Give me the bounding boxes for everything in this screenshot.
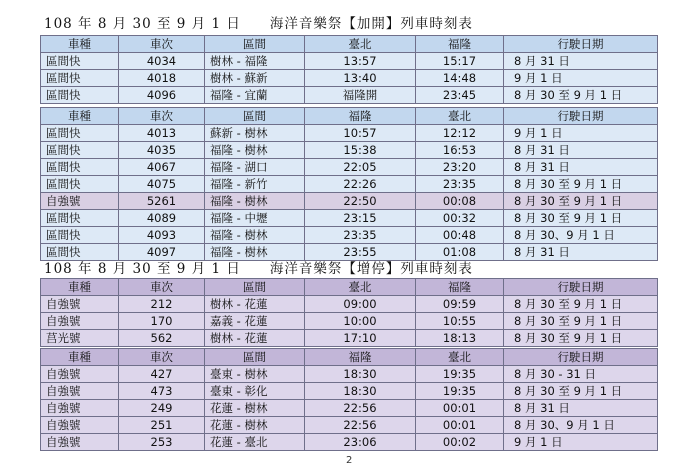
time-depart-cell: 18:30 xyxy=(305,383,416,400)
time-arrive-cell: 23:45 xyxy=(416,87,504,104)
title-added-trains: 108 年 8 月 30 至 9 月 1 日 海洋音樂祭【加開】列車時刻表 xyxy=(44,16,473,32)
route-cell: 樹林 - 花蓮 xyxy=(205,330,305,347)
column-header: 臺北 xyxy=(305,36,416,53)
time-arrive-cell: 19:35 xyxy=(416,366,504,383)
table-header xyxy=(41,349,658,366)
table-row xyxy=(41,366,658,383)
table-header xyxy=(41,279,658,296)
table-row xyxy=(41,434,658,451)
column-header: 車次 xyxy=(119,36,205,53)
time-depart-cell: 10:57 xyxy=(305,125,416,142)
train-type-cell: 自強號 xyxy=(41,366,119,383)
time-depart-cell: 15:38 xyxy=(305,142,416,159)
time-depart-cell: 13:40 xyxy=(305,70,416,87)
train-type-cell: 莒光號 xyxy=(41,330,119,347)
service-dates-cell: 8 月 30、9 月 1 日 xyxy=(504,417,658,434)
route-cell: 樹林 - 花蓮 xyxy=(205,296,305,313)
train-number-cell: 4018 xyxy=(119,70,205,87)
route-cell: 福隆 - 中壢 xyxy=(205,210,305,227)
time-arrive-cell: 00:02 xyxy=(416,434,504,451)
time-arrive-cell: 00:48 xyxy=(416,227,504,244)
table-row xyxy=(41,227,658,244)
time-arrive-cell: 00:32 xyxy=(416,210,504,227)
time-arrive-cell: 16:53 xyxy=(416,142,504,159)
time-arrive-cell: 09:59 xyxy=(416,296,504,313)
train-number-cell: 4067 xyxy=(119,159,205,176)
timetable-added-northbound xyxy=(40,107,658,261)
service-dates-cell: 8 月 31 日 xyxy=(504,400,658,417)
time-depart-cell: 23:35 xyxy=(305,227,416,244)
train-type-cell: 自強號 xyxy=(41,193,119,210)
table-row xyxy=(41,383,658,400)
column-header: 區間 xyxy=(205,279,305,296)
time-depart-cell: 23:55 xyxy=(305,244,416,261)
table-row xyxy=(41,296,658,313)
time-depart-cell: 23:15 xyxy=(305,210,416,227)
service-dates-cell: 8 月 30 至 9 月 1 日 xyxy=(504,87,658,104)
train-number-cell: 4034 xyxy=(119,53,205,70)
train-number-cell: 4013 xyxy=(119,125,205,142)
column-header: 臺北 xyxy=(416,349,504,366)
train-number-cell: 473 xyxy=(119,383,205,400)
service-dates-cell: 8 月 31 日 xyxy=(504,53,658,70)
service-dates-cell: 9 月 1 日 xyxy=(504,70,658,87)
train-type-cell: 自強號 xyxy=(41,296,119,313)
table-row xyxy=(41,53,658,70)
column-header: 福隆 xyxy=(416,36,504,53)
time-depart-cell: 福隆開 xyxy=(305,87,416,104)
column-header: 行駛日期 xyxy=(504,349,658,366)
column-header: 行駛日期 xyxy=(504,36,658,53)
service-dates-cell: 9 月 1 日 xyxy=(504,125,658,142)
route-cell: 福隆 - 樹林 xyxy=(205,227,305,244)
column-header: 臺北 xyxy=(416,108,504,125)
train-number-cell: 5261 xyxy=(119,193,205,210)
title-extra-stops: 108 年 8 月 30 至 9 月 1 日 海洋音樂祭【增停】列車時刻表 xyxy=(44,261,473,277)
time-arrive-cell: 19:35 xyxy=(416,383,504,400)
column-header: 區間 xyxy=(205,36,305,53)
route-cell: 花蓮 - 臺北 xyxy=(205,434,305,451)
route-cell: 樹林 - 蘇新 xyxy=(205,70,305,87)
column-header: 車種 xyxy=(41,108,119,125)
time-arrive-cell: 23:20 xyxy=(416,159,504,176)
column-header: 臺北 xyxy=(305,279,416,296)
route-cell: 花蓮 - 樹林 xyxy=(205,417,305,434)
column-header: 車次 xyxy=(119,108,205,125)
column-header: 福隆 xyxy=(305,108,416,125)
route-cell: 福隆 - 宜蘭 xyxy=(205,87,305,104)
train-type-cell: 區間快 xyxy=(41,142,119,159)
train-type-cell: 自強號 xyxy=(41,417,119,434)
train-number-cell: 562 xyxy=(119,330,205,347)
time-depart-cell: 23:06 xyxy=(305,434,416,451)
table-row xyxy=(41,417,658,434)
train-number-cell: 4035 xyxy=(119,142,205,159)
service-dates-cell: 8 月 30 至 9 月 1 日 xyxy=(504,193,658,210)
time-depart-cell: 10:00 xyxy=(305,313,416,330)
table-row xyxy=(41,176,658,193)
time-depart-cell: 09:00 xyxy=(305,296,416,313)
train-type-cell: 自強號 xyxy=(41,383,119,400)
train-type-cell: 區間快 xyxy=(41,53,119,70)
column-header: 行駛日期 xyxy=(504,279,658,296)
time-depart-cell: 22:56 xyxy=(305,417,416,434)
column-header: 福隆 xyxy=(416,279,504,296)
route-cell: 福隆 - 樹林 xyxy=(205,244,305,261)
route-cell: 嘉義 - 花蓮 xyxy=(205,313,305,330)
train-number-cell: 170 xyxy=(119,313,205,330)
page-number: 2 xyxy=(346,455,353,466)
route-cell: 福隆 - 湖口 xyxy=(205,159,305,176)
time-depart-cell: 17:10 xyxy=(305,330,416,347)
table-row xyxy=(41,70,658,87)
route-cell: 臺東 - 彰化 xyxy=(205,383,305,400)
time-depart-cell: 22:56 xyxy=(305,400,416,417)
route-cell: 花蓮 - 樹林 xyxy=(205,400,305,417)
service-dates-cell: 8 月 30 至 9 月 1 日 xyxy=(504,330,658,347)
time-depart-cell: 13:57 xyxy=(305,53,416,70)
timetable-added-southbound xyxy=(40,35,658,104)
time-depart-cell: 18:30 xyxy=(305,366,416,383)
service-dates-cell: 8 月 31 日 xyxy=(504,244,658,261)
column-header: 車種 xyxy=(41,279,119,296)
train-type-cell: 區間快 xyxy=(41,87,119,104)
train-type-cell: 區間快 xyxy=(41,227,119,244)
service-dates-cell: 8 月 30 - 31 日 xyxy=(504,366,658,383)
train-number-cell: 4097 xyxy=(119,244,205,261)
time-depart-cell: 22:26 xyxy=(305,176,416,193)
route-cell: 福隆 - 樹林 xyxy=(205,193,305,210)
train-number-cell: 4075 xyxy=(119,176,205,193)
time-arrive-cell: 23:35 xyxy=(416,176,504,193)
train-type-cell: 自強號 xyxy=(41,313,119,330)
time-depart-cell: 22:05 xyxy=(305,159,416,176)
train-type-cell: 區間快 xyxy=(41,244,119,261)
time-arrive-cell: 12:12 xyxy=(416,125,504,142)
table-row xyxy=(41,87,658,104)
time-arrive-cell: 00:08 xyxy=(416,193,504,210)
column-header: 車種 xyxy=(41,36,119,53)
time-arrive-cell: 00:01 xyxy=(416,417,504,434)
train-number-cell: 427 xyxy=(119,366,205,383)
train-type-cell: 區間快 xyxy=(41,70,119,87)
time-arrive-cell: 14:48 xyxy=(416,70,504,87)
timetable-stops-southbound xyxy=(40,278,658,347)
train-number-cell: 4096 xyxy=(119,87,205,104)
time-depart-cell: 22:50 xyxy=(305,193,416,210)
column-header: 車種 xyxy=(41,349,119,366)
service-dates-cell: 8 月 30、9 月 1 日 xyxy=(504,227,658,244)
train-type-cell: 區間快 xyxy=(41,210,119,227)
table-row xyxy=(41,313,658,330)
table-row xyxy=(41,400,658,417)
service-dates-cell: 8 月 30 至 9 月 1 日 xyxy=(504,313,658,330)
train-number-cell: 4089 xyxy=(119,210,205,227)
route-cell: 福隆 - 新竹 xyxy=(205,176,305,193)
train-number-cell: 251 xyxy=(119,417,205,434)
train-type-cell: 自強號 xyxy=(41,434,119,451)
train-type-cell: 區間快 xyxy=(41,159,119,176)
train-number-cell: 253 xyxy=(119,434,205,451)
column-header: 車次 xyxy=(119,279,205,296)
service-dates-cell: 8 月 30 至 9 月 1 日 xyxy=(504,176,658,193)
train-type-cell: 自強號 xyxy=(41,400,119,417)
route-cell: 福隆 - 樹林 xyxy=(205,142,305,159)
time-arrive-cell: 01:08 xyxy=(416,244,504,261)
table-row xyxy=(41,193,658,210)
train-type-cell: 區間快 xyxy=(41,176,119,193)
time-arrive-cell: 10:55 xyxy=(416,313,504,330)
service-dates-cell: 8 月 31 日 xyxy=(504,142,658,159)
timetable-stops-northbound xyxy=(40,348,658,451)
column-header: 福隆 xyxy=(305,349,416,366)
time-arrive-cell: 00:01 xyxy=(416,400,504,417)
time-arrive-cell: 15:17 xyxy=(416,53,504,70)
column-header: 區間 xyxy=(205,108,305,125)
table-header xyxy=(41,36,658,53)
service-dates-cell: 8 月 31 日 xyxy=(504,159,658,176)
route-cell: 臺東 - 樹林 xyxy=(205,366,305,383)
time-arrive-cell: 18:13 xyxy=(416,330,504,347)
train-number-cell: 212 xyxy=(119,296,205,313)
table-row xyxy=(41,210,658,227)
service-dates-cell: 8 月 30 至 9 月 1 日 xyxy=(504,383,658,400)
table-row xyxy=(41,330,658,347)
table-row xyxy=(41,159,658,176)
route-cell: 樹林 - 福隆 xyxy=(205,53,305,70)
train-number-cell: 249 xyxy=(119,400,205,417)
column-header: 區間 xyxy=(205,349,305,366)
column-header: 車次 xyxy=(119,349,205,366)
column-header: 行駛日期 xyxy=(504,108,658,125)
table-header xyxy=(41,108,658,125)
table-row xyxy=(41,125,658,142)
train-type-cell: 區間快 xyxy=(41,125,119,142)
table-row xyxy=(41,142,658,159)
train-number-cell: 4093 xyxy=(119,227,205,244)
service-dates-cell: 8 月 30 至 9 月 1 日 xyxy=(504,210,658,227)
route-cell: 蘇新 - 樹林 xyxy=(205,125,305,142)
service-dates-cell: 9 月 1 日 xyxy=(504,434,658,451)
service-dates-cell: 8 月 30 至 9 月 1 日 xyxy=(504,296,658,313)
